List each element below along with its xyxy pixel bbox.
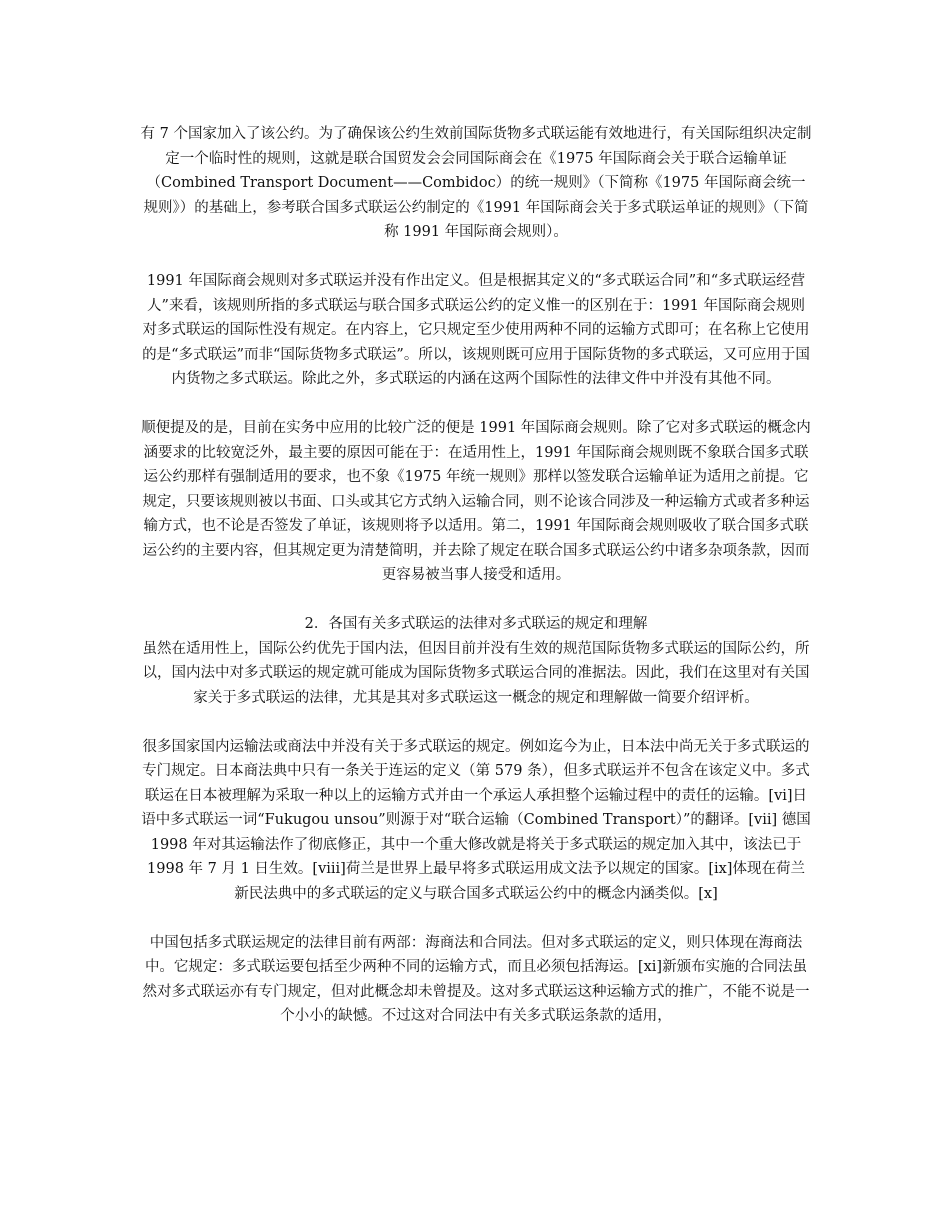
paragraph-convention-intro: 有 7 个国家加入了该公约。为了确保该公约生效前国际货物多式联运能有效地进行，有关国际组织决定制定一个临时性的规则，这就是联合国贸发会会同国际商会在《1975 年国际商会关于联合运输单证（Combined Transport Document——Combidoc）的统一规则》（下简称《1975 年国际商会统一规则》）的基础上，参考联合国多式联运公约制定的《1991 年国际商会关于多式联运单证的规则》（下简称 1991 年国际商会规则）。 xyxy=(140,126,812,240)
paragraph-china-law: 中国包括多式联运规定的法律目前有两部：海商法和合同法。但对多式联运的定义，则只体现在海商法中。它规定：多式联运要包括至少两种不同的运输方式，而且必须包括海运。[xi]新颁布实施的合同法虽然对多式联运亦有专门规定，但对此概念却未曾提及。这对多式联运这种运输方式的推广，不能不说是一个小小的缺憾。不过这对合同法中有关多式联运条款的适用， xyxy=(142,934,810,1024)
section-heading: 2．各国有关多式联运的法律对多式联运的规定和理解 xyxy=(304,616,648,632)
paragraph-icc-1991-application: 顺便提及的是，目前在实务中应用的比较广泛的便是 1991 年国际商会规则。除了它对多式联运的概念内涵要求的比较宽泛外，最主要的原因可能在于：在适用性上，1991 年国际商会规则既不象联合国多式联运公约那样有强制适用的要求，也不象《1975 年统一规则》那样以签发联合运输单证为适用之前提。它规定，只要该规则被以书面、口头或其它方式纳入运输合同，则不论该合同涉及一种运输方式或者多种运输方式，也不论是否签发了单证，该规则将予以适用。第二，1991 年国际商会规则吸收了联合国多式联运公约的主要内容，但其规定更为清楚简明，并去除了规定在联合国多式联运公约中诸多杂项条款，因而更容易被当事人接受和适用。 xyxy=(141,420,811,583)
paragraph-domestic-law-intro: 虽然在适用性上，国际公约优先于国内法，但因目前并没有生效的规范国际货物多式联运的国际公约，所以，国内法中对多式联运的规定就可能成为国际货物多式联运合同的准据法。因此，我们在这里对有关国家关于多式联运的法律，尤其是其对多式联运这一概念的规定和理解做一简要介绍评析。 xyxy=(142,640,810,706)
paragraph-icc-1991-definition: 1991 年国际商会规则对多式联运并没有作出定义。但是根据其定义的“多式联运合同”和“多式联运经营人”来看，该规则所指的多式联运与联合国多式联运公约的定义惟一的区别在于：1991 年国际商会规则对多式联运的国际性没有规定。在内容上，它只规定至少使用两种不同的运输方式即可；在名称上它使用的是“多式联运”而非“国际货物多式联运”。所以，该规则既可应用于国际货物的多式联运，又可应用于国内货物之多式联运。除此之外，多式联运的内涵在这两个国际性的法律文件中并没有其他不同。 xyxy=(142,273,810,387)
document-page xyxy=(140,122,812,1029)
paragraph-national-laws: 很多国家国内运输法或商法中并没有关于多式联运的规定。例如迄今为止，日本法中尚无关于多式联运的专门规定。日本商法典中只有一条关于连运的定义（第 579 条），但多式联运并不包含在该定义中。多式联运在日本被理解为采取一种以上的运输方式并由一个承运人承担整个运输过程中的责任的运输。[vi]日语中多式联运一词“Fukugou unsou”则源于对“联合运输（Combined Transport）”的翻译。[vii] 德国 1998 年对其运输法作了彻底修正，其中一个重大修改就是将关于多式联运的规定加入其中，该法已于 1998 年 7 月 1 日生效。[viii]荷兰是世界上最早将多式联运用成文法予以规定的国家。[ix]体现在荷兰新民法典中的多式联运的定义与联合国多式联运公约中的概念内涵类似。[x] xyxy=(141,738,811,902)
